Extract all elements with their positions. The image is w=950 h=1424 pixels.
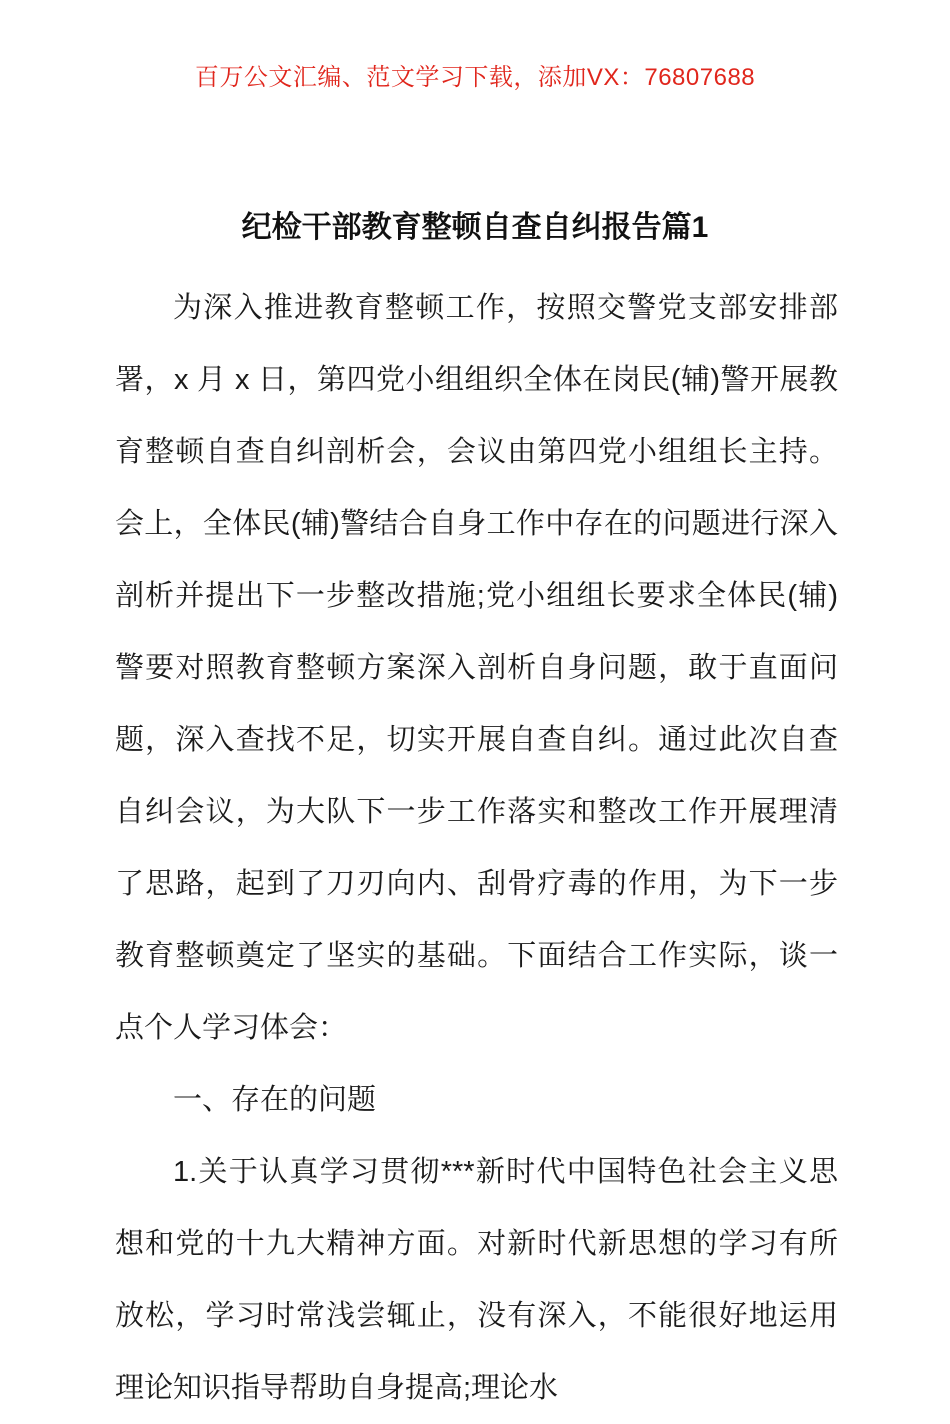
section-heading: 一、存在的问题 xyxy=(173,1084,377,1116)
paragraph: 1.关于认真学习贯彻***新时代中国特色社会主义思想和党的十九大精神方面。对新时代新思想的学习有所放松，学习时常浅尝辄止，没有深入，不能很好地运用理论知识指导帮助自身提高;理论水 xyxy=(115,1156,838,1404)
paragraph: 为深入推进教育整顿工作，按照交警党支部安排部署，x 月 x 日，第四党小组组织全体在岗民(辅)警开展教育整顿自查自纠剖析会，会议由第四党小组组长主持。会上，全体民(辅)警结合自身工作中存在的问题进行深入剖析并提出下一步整改措施;党小组组长要求全体民(辅)警要对照教育整顿方案深入剖析自身问题，敢于直面问题，深入查找不足，切实开展自查自纠。通过此次自查自纠会议，为大队下一步工作落实和整改工作开展理清了思路，起到了刀刃向内、刮骨疗毒的作用，为下一步教育整顿奠定了坚实的基础。下面结合工作实际，谈一点个人学习体会： xyxy=(115,292,838,1044)
document-title: 纪检干部教育整顿自查自纠报告篇1 xyxy=(241,211,709,244)
document-body xyxy=(115,272,838,1424)
promo-notice: 百万公文汇编、范文学习下载，添加VX：76807688 xyxy=(194,64,756,91)
